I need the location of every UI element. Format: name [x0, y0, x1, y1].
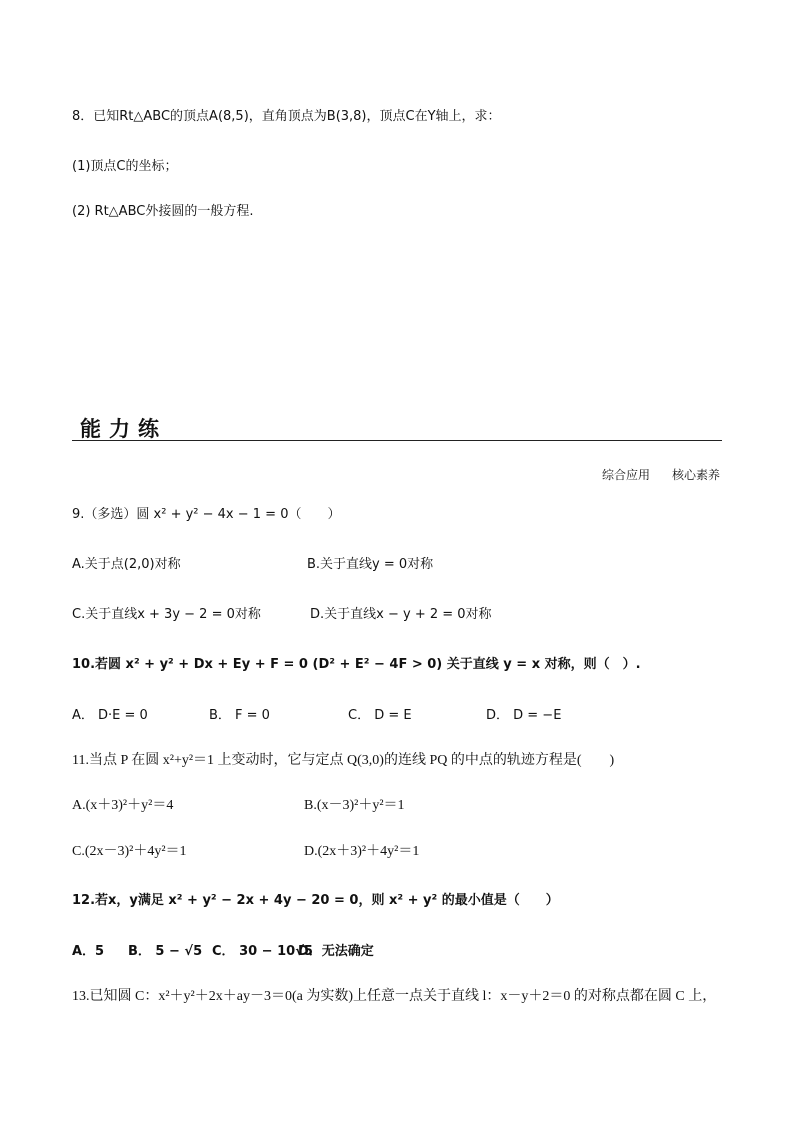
q10-option-b: B． F = 0	[209, 708, 270, 723]
q12-option-a: A．5	[72, 944, 105, 959]
q8-part1: (1)顶点C的坐标；	[72, 159, 178, 174]
q9-options-row1	[72, 556, 433, 574]
q11-options-row2	[72, 843, 419, 861]
q12-option-d: D．无法确定	[298, 944, 374, 959]
q9-option-b: B.关于直线y = 0对称	[307, 557, 434, 572]
q8-stem: 8．已知Rt△ABC的顶点A(8,5)，直角顶点为B(3,8)，顶点C在Y轴上，求：	[72, 109, 501, 124]
q11-stem: 11.当点 P 在圆 x²+y²＝1 上变动时，它与定点 Q(3,0)的连线 PQ 的中点的轨迹方程是( )	[72, 753, 615, 768]
tag-comprehensive: 综合应用	[601, 468, 650, 482]
q10-options-row	[72, 707, 561, 725]
q11-option-d: D.(2x＋3)²＋4y²＝1	[304, 844, 420, 859]
tag-core: 核心素养	[671, 468, 720, 482]
q11-options-row1	[72, 797, 405, 815]
section-title: 能力练	[80, 417, 167, 441]
q12-options-row	[72, 943, 374, 961]
q13-stem: 13.已知圆 C：x²＋y²＋2x＋ay－3＝0(a 为实数)上任意一点关于直线 l：x－y＋2＝0 的对称点都在圆 C 上，	[72, 989, 717, 1004]
q10-option-c: C． D = E	[348, 708, 412, 723]
q10-option-a: A． D·E = 0	[72, 708, 148, 723]
q11-option-c: C.(2x－3)²＋4y²＝1	[72, 844, 187, 859]
q9-option-c: C.关于直线x + 3y − 2 = 0对称	[72, 607, 261, 622]
section-divider	[72, 440, 722, 441]
q8-part2: (2) Rt△ABC外接圆的一般方程.	[72, 204, 254, 219]
q9-option-a: A.关于点(2,0)对称	[72, 557, 181, 572]
q10-stem: 10.若圆 x² + y² + Dx + Ey + F = 0 (D² + E² − 4F > 0) 关于直线 y = x 对称，则（ ）.	[72, 657, 641, 672]
q12-stem: 12.若x，y满足 x² + y² − 2x + 4y − 20 = 0，则 x² + y² 的最小值是（ ）	[72, 893, 559, 908]
q12-option-c: C． 30 − 10√5	[212, 944, 313, 959]
q10-option-d: D． D = −E	[486, 708, 562, 723]
q9-option-d: D.关于直线x − y + 2 = 0对称	[310, 607, 492, 622]
q12-option-b: B． 5 − √5	[128, 944, 203, 959]
section-tagline	[602, 467, 720, 483]
q11-option-b: B.(x－3)²＋y²＝1	[304, 798, 405, 813]
q9-options-row2	[72, 606, 492, 624]
q11-option-a: A.(x＋3)²＋y²＝4	[72, 798, 174, 813]
q9-stem: 9.（多选）圆 x² + y² − 4x − 1 = 0（ ）	[72, 507, 341, 522]
